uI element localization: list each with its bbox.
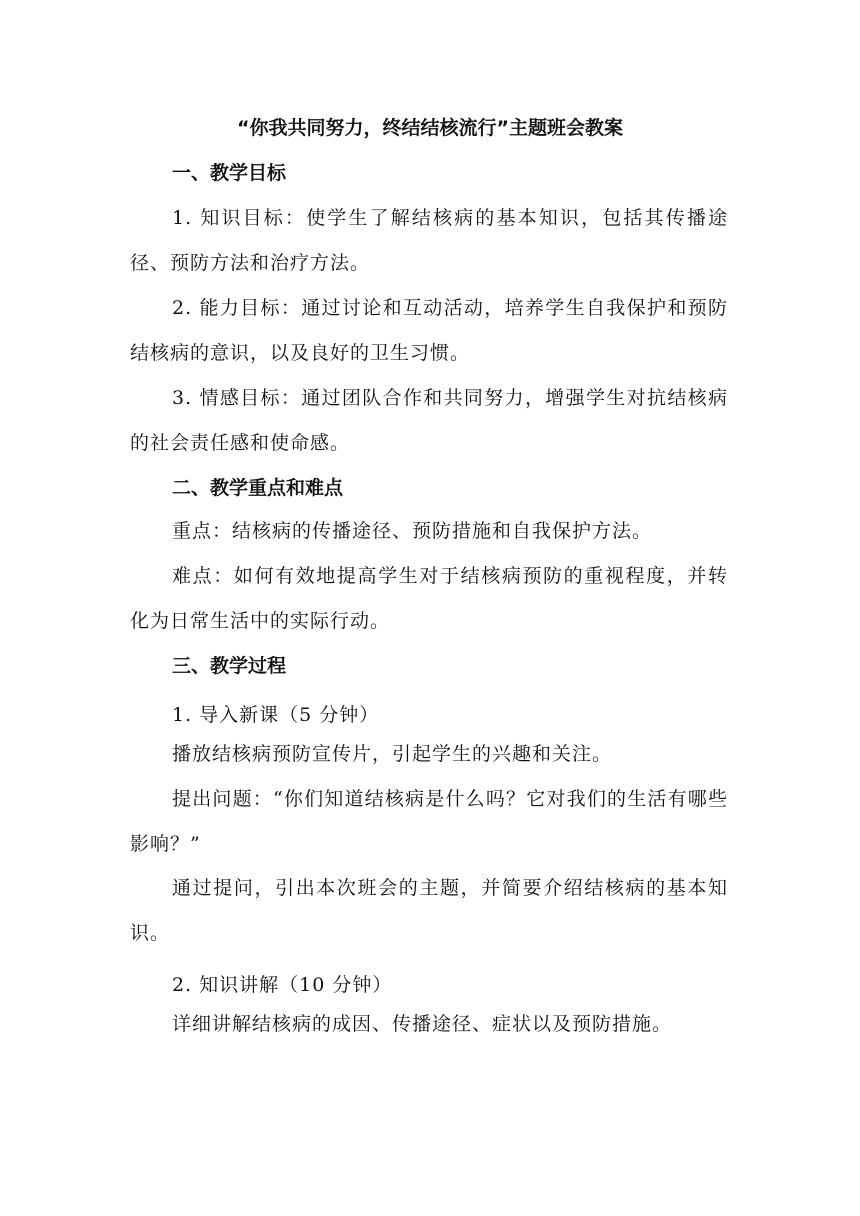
step2-line1: 详细讲解结核病的成因、传播途径、症状以及预防措施。 (172, 1013, 673, 1035)
difficulty-text: 难点：如何有效地提高学生对于结核病预防的重视程度，并转化为日常生活中的实际行动。 (130, 565, 728, 632)
step2-title: 2. 知识讲解（10 分钟） (172, 974, 393, 996)
section-heading-process: 三、教学过程 (172, 655, 287, 677)
step1-title: 1. 导入新课（5 分钟） (172, 704, 380, 726)
objective-knowledge: 1. 知识目标：使学生了解结核病的基本知识，包括其传播途径、预防方法和治疗方法。 (130, 207, 728, 274)
step1-line3: 通过提问，引出本次班会的主题，并简要介绍结核病的基本知识。 (130, 877, 728, 944)
key-point-text: 重点：结核病的传播途径、预防措施和自我保护方法。 (172, 520, 653, 542)
objective-emotion: 3. 情感目标：通过团队合作和共同努力，增强学生对抗结核病的社会责任感和使命感。 (130, 387, 728, 454)
step1-line1: 播放结核病预防宣传片，引起学生的兴趣和关注。 (172, 743, 613, 765)
section-heading-key-points: 二、教学重点和难点 (172, 477, 344, 499)
document-title: “你我共同努力，终结结核流行”主题班会教案 (237, 117, 623, 139)
step1-line2: 提出问题：“你们知道结核病是什么吗？它对我们的生活有哪些影响？” (130, 788, 728, 855)
objective-ability: 2. 能力目标：通过讨论和互动活动，培养学生自我保护和预防结核病的意识，以及良好的卫生习惯。 (130, 297, 728, 364)
section-heading-objectives: 一、教学目标 (172, 162, 287, 184)
